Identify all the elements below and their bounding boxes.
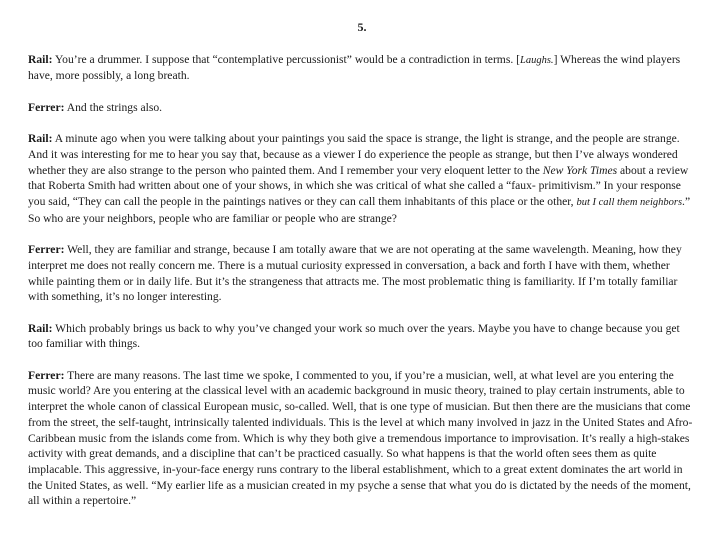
text-segment: And the strings also. bbox=[64, 100, 163, 114]
text-segment-italic: Laughs. bbox=[520, 54, 554, 66]
speaker-label: Ferrer: bbox=[28, 243, 65, 257]
speaker-label: Rail: bbox=[28, 321, 53, 335]
paragraph-rail-3 bbox=[28, 321, 696, 352]
text-segment: ] Whereas the wind players have, more possibly, a long breath. bbox=[28, 52, 681, 83]
paragraph-rail-1 bbox=[28, 52, 696, 84]
document-page bbox=[28, 20, 696, 525]
paragraph-ferrer-2 bbox=[28, 242, 696, 305]
text-segment: There are many reasons. The last time we spoke, I commented to you, if you’re a musician, well, at what level are you entering the music world? Are you entering at the classical level with an academic background in music theory, trained to play certain instruments, able to interpret the whole canon of classical European music, so-called. Well, that is one type of musician. But then there are the musicians that come from the street, the self-taught, intrinsically talented individuals. This is the level at which many involved in jazz in the United States and Afro-Caribbean music from the islands come from. Which is why they both give a tremendous importance to improvisation. It’s really a high-stakes activity with great demands, and a discipline that can’t be practiced casually. So what happens is that the world often sees them as quite implacable. This aggressive, in-your-face energy runs contrary to the liberal establishment, which to a great extent dominates the art world in the United States, as well. “My earlier life as a musician created in my psyche a sense that what you do is dictated by the needs of the moment, all within a repertoire.” bbox=[28, 368, 693, 508]
page-number: 5. bbox=[357, 20, 367, 34]
speaker-label: Rail: bbox=[28, 132, 53, 146]
text-segment-italic: New York Times bbox=[542, 163, 618, 177]
paragraph-ferrer-3 bbox=[28, 368, 696, 509]
text-segment: You’re a drummer. I suppose that “contemplative percussionist” would be a contradiction in terms. [ bbox=[52, 52, 520, 66]
speaker-label: Ferrer: bbox=[28, 368, 65, 382]
text-segment: A minute ago when you were talking about your paintings you said the space is strange, the light is strange, and the people are strange. And it was interesting for me to hear you say that, because as a viewer I do experience the people as strange, but then I’ve always wondered whether they are also strange to the person who painted them. And I remember your very eloquent letter to the bbox=[28, 132, 680, 177]
text-segment: Well, they are familiar and strange, because I am totally aware that we are not operating at the same wavelength. Meaning, how they interpret me does not really concern me. There is a mutual curiosity expressed in conversation, a back and forth I have with them, whether while painting them or in daily life. But it’s the strangeness that attracts me. The most problematic thing is familiarity. If I’m totally familiar with something, it’s no longer interesting. bbox=[28, 243, 682, 304]
speaker-label: Rail: bbox=[28, 52, 53, 66]
paragraph-rail-2 bbox=[28, 131, 696, 226]
speaker-label: Ferrer: bbox=[28, 100, 65, 114]
text-segment: .” So who are your neighbors, people who are familiar or people who are strange? bbox=[28, 195, 691, 225]
text-segment: Which probably brings us back to why you’ve changed your work so much over the years. Maybe you have to change because you get too familiar with things. bbox=[28, 321, 680, 351]
paragraph-ferrer-1 bbox=[28, 100, 696, 116]
text-segment: about a review that Roberta Smith had written about one of your shows, in which she was critical of what she called a “faux- primitivism.” In your response you said, “They can call the people in the paintings natives or they can call them inhabitants of this place or the other, bbox=[28, 163, 689, 208]
text-segment-italic: but I call them neighbors bbox=[576, 197, 683, 208]
